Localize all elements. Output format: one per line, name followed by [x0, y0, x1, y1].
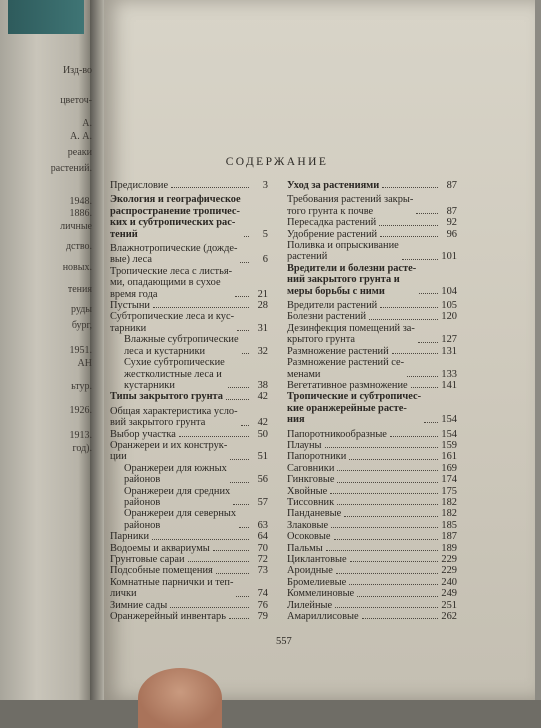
toc-entry-title: Ароидные: [287, 565, 333, 577]
toc-leader-dots: [357, 596, 438, 597]
toc-leader-dots: [392, 353, 438, 354]
toc-page-number: 72: [257, 554, 268, 565]
toc-leader-dots: [170, 607, 249, 608]
toc-page-number: 154: [441, 428, 457, 440]
toc-page-number: 56: [257, 474, 268, 486]
toc-page-number: 70: [257, 542, 268, 554]
facing-page-fragment: руды: [70, 304, 92, 315]
toc-page-number: 127: [441, 334, 457, 346]
toc-leader-dots: [390, 436, 438, 437]
toc-page-number: 31: [257, 322, 268, 334]
toc-leader-dots: [379, 225, 438, 226]
toc-entry: [287, 486, 457, 497]
toc-entry-title: Болезни растений: [287, 311, 367, 323]
toc-entry: [287, 323, 457, 346]
toc-page-number: 92: [446, 217, 457, 229]
toc-entry-title: Вегетативное размножение: [287, 379, 408, 391]
toc-entry-title: Типы закрытого грунта: [110, 391, 223, 403]
toc-entry-title: Пересадка растений: [287, 217, 377, 229]
toc-leader-dots: [335, 607, 438, 608]
toc-page-number: 76: [257, 599, 268, 611]
toc-entry-title: Зимние сады: [110, 599, 168, 611]
toc-entry: [110, 300, 268, 311]
toc-entry: [287, 554, 457, 565]
toc-leader-dots: [334, 539, 438, 540]
toc-page-number: 154: [441, 414, 457, 426]
toc-page-number: 161: [441, 451, 457, 463]
toc-entry: [287, 229, 457, 240]
toc-page-number: 249: [441, 588, 457, 600]
toc-entry: [287, 240, 457, 263]
toc-entry: [110, 463, 268, 486]
toc-page-number: 42: [257, 417, 268, 429]
toc-page-number: 28: [257, 300, 268, 312]
toc-page-number: 187: [441, 531, 457, 543]
toc-entry-title: Влажнотропические (дожде- вые) леса: [110, 243, 238, 266]
toc-leader-dots: [416, 213, 438, 214]
toc-entry: [287, 474, 457, 485]
toc-page-number: 159: [441, 439, 457, 451]
toc-entry-title: Саговники: [287, 462, 335, 474]
toc-leader-dots: [380, 236, 438, 237]
toc-entry: [110, 266, 268, 300]
facing-page-fragment: А. А.: [70, 131, 92, 142]
toc-page-number: 189: [441, 542, 457, 554]
toc-leader-dots: [240, 262, 249, 263]
facing-page-fragment: 1913.: [69, 430, 92, 441]
facing-page-fragment: цветоч-: [60, 95, 92, 106]
facing-page-fragment: год).: [72, 443, 92, 454]
toc-leader-dots: [424, 422, 438, 423]
toc-entry: [110, 600, 268, 611]
toc-page-number: 262: [441, 611, 457, 623]
toc-entry: [287, 531, 457, 542]
toc-leader-dots: [153, 307, 249, 308]
toc-page-number: 141: [441, 379, 457, 391]
toc-entry-title: Оранжереи для южных районов: [124, 462, 227, 486]
toc-entry: [110, 357, 268, 391]
toc-entry: [110, 406, 268, 429]
toc-page-number: 87: [446, 180, 457, 191]
toc-entry-title: Субтропические леса и кус- тарники: [110, 311, 235, 334]
toc-leader-dots: [239, 527, 249, 528]
toc-entry: [287, 380, 457, 391]
toc-entry: [287, 391, 457, 425]
toc-leader-dots: [241, 425, 249, 426]
finger: [138, 668, 222, 728]
toc-entry-title: Удобрение растений: [287, 228, 378, 240]
toc-entry: [287, 451, 457, 462]
page-number: 557: [276, 636, 292, 647]
toc-page-number: 133: [441, 368, 457, 380]
toc-leader-dots: [233, 504, 249, 505]
toc-entry-title: Коммелиновые: [287, 588, 355, 600]
toc-leader-dots: [228, 387, 249, 388]
toc-leader-dots: [179, 436, 249, 437]
toc-entry: [110, 543, 268, 554]
toc-page-number: 57: [257, 496, 268, 508]
facing-page-fragment: дство.: [65, 241, 92, 252]
toc-entry-title: Оранжереи и их конструк- ции: [110, 439, 228, 463]
toc-entry-title: Оранжереи для северных районов: [124, 508, 237, 531]
facing-page-fragment: реаки: [67, 147, 92, 158]
toc-page-number: 3: [262, 180, 268, 191]
toc-entry: [110, 194, 268, 240]
toc-leader-dots: [237, 330, 249, 331]
toc-page-number: 105: [441, 300, 457, 312]
toc-leader-dots: [419, 293, 438, 294]
toc-entry: [287, 497, 457, 508]
toc-entry: [110, 565, 268, 576]
toc-leader-dots: [349, 459, 438, 460]
toc-entry-title: Гинкговые: [287, 474, 335, 486]
toc-page-number: 74: [257, 588, 268, 600]
toc-entry-title: Выбор участка: [110, 428, 176, 440]
toc-leader-dots: [171, 187, 249, 188]
toc-entry-title: Тиссовник: [287, 496, 335, 508]
toc-page-number: 229: [441, 554, 457, 565]
toc-entry-title: Поливка и опрыскивание растений: [287, 240, 399, 263]
toc-leader-dots: [337, 470, 438, 471]
toc-entry: [287, 346, 457, 357]
toc-entry: [287, 588, 457, 599]
toc-entry: [287, 357, 457, 380]
toc-page-number: 5: [262, 228, 268, 240]
toc-entry-title: Пустыни: [110, 300, 150, 312]
facing-page-fragment: А.: [82, 118, 92, 129]
toc-entry-title: Влажные субтропические леса и кустарники: [124, 334, 239, 357]
toc-entry-title: Сухие субтропические жестколистные леса и кустарники: [124, 357, 225, 391]
toc-entry: [110, 243, 268, 266]
toc-page-number: 73: [257, 565, 268, 577]
toc-page-number: 87: [446, 205, 457, 217]
toc-page-number: 6: [262, 254, 268, 266]
toc-leader-dots: [369, 319, 438, 320]
toc-page-number: 185: [441, 519, 457, 531]
background-edge: [535, 0, 541, 700]
toc-entry-title: Требования растений закры- того грунта к почве: [287, 194, 414, 217]
toc-entry: [287, 611, 457, 622]
toc-leader-dots: [325, 447, 438, 448]
toc-leader-dots: [336, 573, 438, 574]
toc-entry-title: Амариллисовые: [287, 611, 359, 623]
toc-entry: [110, 440, 268, 463]
toc-leader-dots: [230, 459, 249, 460]
toc-entry: [287, 300, 457, 311]
toc-entry-title: Злаковые: [287, 519, 329, 531]
toc-leader-dots: [229, 618, 249, 619]
toc-leader-dots: [331, 527, 438, 528]
cover-cloth: [8, 0, 84, 34]
facing-page-fragment: растений.: [50, 163, 92, 174]
toc-page-number: 229: [441, 565, 457, 577]
toc-entry: [110, 311, 268, 334]
toc-entry-title: Тропические и субтропичес- кие оранжерейные расте- ния: [287, 391, 422, 426]
toc-entry: [110, 508, 268, 531]
toc-leader-dots: [188, 561, 249, 562]
toc-page-number: 104: [441, 285, 457, 297]
toc-page-number: 131: [441, 345, 457, 357]
toc-entry: [287, 311, 457, 322]
toc-entry: [287, 520, 457, 531]
facing-page-fragment: ьтур.: [71, 381, 92, 392]
toc-entry-title: Общая характеристика усло- вий закрытого грунта: [110, 405, 238, 429]
toc-entry-title: Тропические леса с листья- ми, опадающими в сухое время года: [110, 265, 233, 300]
toc-leader-dots: [242, 353, 249, 354]
toc-leader-dots: [418, 342, 438, 343]
toc-entry: [287, 217, 457, 228]
toc-leader-dots: [330, 493, 438, 494]
toc-page-number: 64: [257, 531, 268, 543]
toc-entry: [110, 577, 268, 600]
facing-page-fragment: 1948.: [69, 196, 92, 207]
toc-entry-title: Оранжерейный инвентарь: [110, 611, 226, 623]
toc-page-number: 174: [441, 474, 457, 486]
toc-leader-dots: [344, 516, 438, 517]
toc-entry-title: Папоротники: [287, 451, 347, 463]
toc-entry-title: Вредители растений: [287, 300, 378, 312]
toc-entry: [287, 463, 457, 474]
toc-leader-dots: [337, 482, 438, 483]
facing-page-fragment: АН: [77, 358, 92, 369]
toc-leader-dots: [152, 539, 249, 540]
toc-entry-title: Экология и географическое распространение тропичес- ких и субтропических рас- тений: [110, 194, 241, 240]
facing-page-fragment: 1886.: [69, 208, 92, 219]
toc-leader-dots: [411, 387, 438, 388]
toc-entry: [287, 194, 457, 217]
toc-page-number: 79: [257, 611, 268, 623]
facing-page-fragment: личные: [60, 221, 92, 232]
toc-leader-dots: [350, 561, 438, 562]
toc-leader-dots: [382, 187, 438, 188]
toc-entry: [287, 180, 457, 191]
toc-entry: [287, 440, 457, 451]
toc-entry: [110, 334, 268, 357]
toc-entry: [287, 508, 457, 519]
toc-entry-title: Пальмы: [287, 542, 323, 554]
toc-page-number: 182: [441, 508, 457, 520]
toc-leader-dots: [402, 259, 438, 260]
toc-entry-title: Дезинфекция помещений за- крытого грунта: [287, 322, 415, 346]
facing-page-fragment: Изд-во: [62, 65, 92, 76]
toc-leader-dots: [230, 482, 249, 483]
toc-leader-dots: [213, 550, 249, 551]
toc-entry-title: Предисловие: [110, 180, 169, 191]
toc-entry-title: Парники: [110, 531, 150, 543]
toc-entry: [287, 429, 457, 440]
toc-entry-title: Лилейные: [287, 599, 333, 611]
toc-entry: [287, 600, 457, 611]
toc-page-number: 50: [257, 428, 268, 440]
toc-entry: [110, 486, 268, 509]
toc-entry-title: Размножение растений се- менами: [287, 357, 405, 380]
toc-entry: [110, 611, 268, 622]
toc-entry-title: Водоемы и аквариумы: [110, 542, 210, 554]
toc-entry-title: Плауны: [287, 439, 322, 451]
toc-entry: [287, 263, 457, 297]
toc-entry-title: Размножение растений: [287, 345, 389, 357]
toc-entry: [287, 577, 457, 588]
toc-page-number: 51: [257, 451, 268, 463]
toc-leader-dots: [244, 236, 249, 237]
toc-entry-title: Осоковые: [287, 531, 331, 543]
toc-entry-title: Вредители и болезни расте- ний закрытого грунта и меры борьбы с ними: [287, 262, 417, 297]
toc-page-number: 38: [257, 379, 268, 391]
toc-page-number: 63: [257, 519, 268, 531]
toc-entry-title: Бромелиевые: [287, 576, 347, 588]
toc-page-number: 169: [441, 462, 457, 474]
toc-entry-title: Циклантовые: [287, 554, 347, 565]
toc-leader-dots: [380, 307, 438, 308]
toc-right-column: [287, 180, 457, 622]
toc-page-number: 251: [441, 599, 457, 611]
contents-heading: СОДЕРЖАНИЕ: [225, 156, 329, 168]
toc-page-number: 32: [257, 345, 268, 357]
facing-page-fragment: новых.: [62, 262, 92, 273]
toc-entry-title: Оранжереи для средних районов: [124, 485, 231, 508]
toc-entry-title: Панданевые: [287, 508, 342, 520]
toc-entry-title: Уход за растениями: [287, 180, 380, 191]
toc-leader-dots: [226, 399, 249, 400]
facing-page-fragment: тения: [67, 284, 92, 295]
toc-entry-title: Комнатные парнички и теп- лички: [110, 576, 234, 600]
toc-leader-dots: [362, 618, 438, 619]
toc-page-number: 120: [441, 311, 457, 323]
toc-page-number: 101: [441, 251, 457, 263]
toc-leader-dots: [407, 376, 438, 377]
facing-page-fragment: бург,: [71, 320, 92, 331]
toc-entry-title: Грунтовые сараи: [110, 554, 185, 565]
toc-page-number: 240: [441, 576, 457, 588]
toc-leader-dots: [216, 573, 249, 574]
toc-page-number: 96: [446, 228, 457, 240]
toc-leader-dots: [326, 550, 438, 551]
toc-leader-dots: [349, 584, 438, 585]
toc-entry: [110, 180, 268, 191]
toc-entry-title: Хвойные: [287, 485, 328, 497]
toc-entry: [287, 565, 457, 576]
toc-entry-title: Подсобные помещения: [110, 565, 213, 577]
toc-page-number: 175: [441, 485, 457, 497]
facing-page-fragment: 1951.: [69, 345, 92, 356]
toc-leader-dots: [236, 596, 249, 597]
toc-page-number: 42: [257, 391, 268, 403]
toc-entry: [110, 554, 268, 565]
toc-leader-dots: [337, 504, 438, 505]
toc-page-number: 182: [441, 496, 457, 508]
toc-entry: [287, 543, 457, 554]
toc-entry: [110, 429, 268, 440]
toc-left-column: [110, 180, 268, 622]
facing-page-fragment: 1926.: [69, 405, 92, 416]
toc-entry: [110, 391, 268, 402]
toc-entry-title: Папоротникообразные: [287, 428, 387, 440]
toc-entry: [110, 531, 268, 542]
toc-leader-dots: [235, 296, 249, 297]
toc-page-number: 21: [257, 288, 268, 300]
